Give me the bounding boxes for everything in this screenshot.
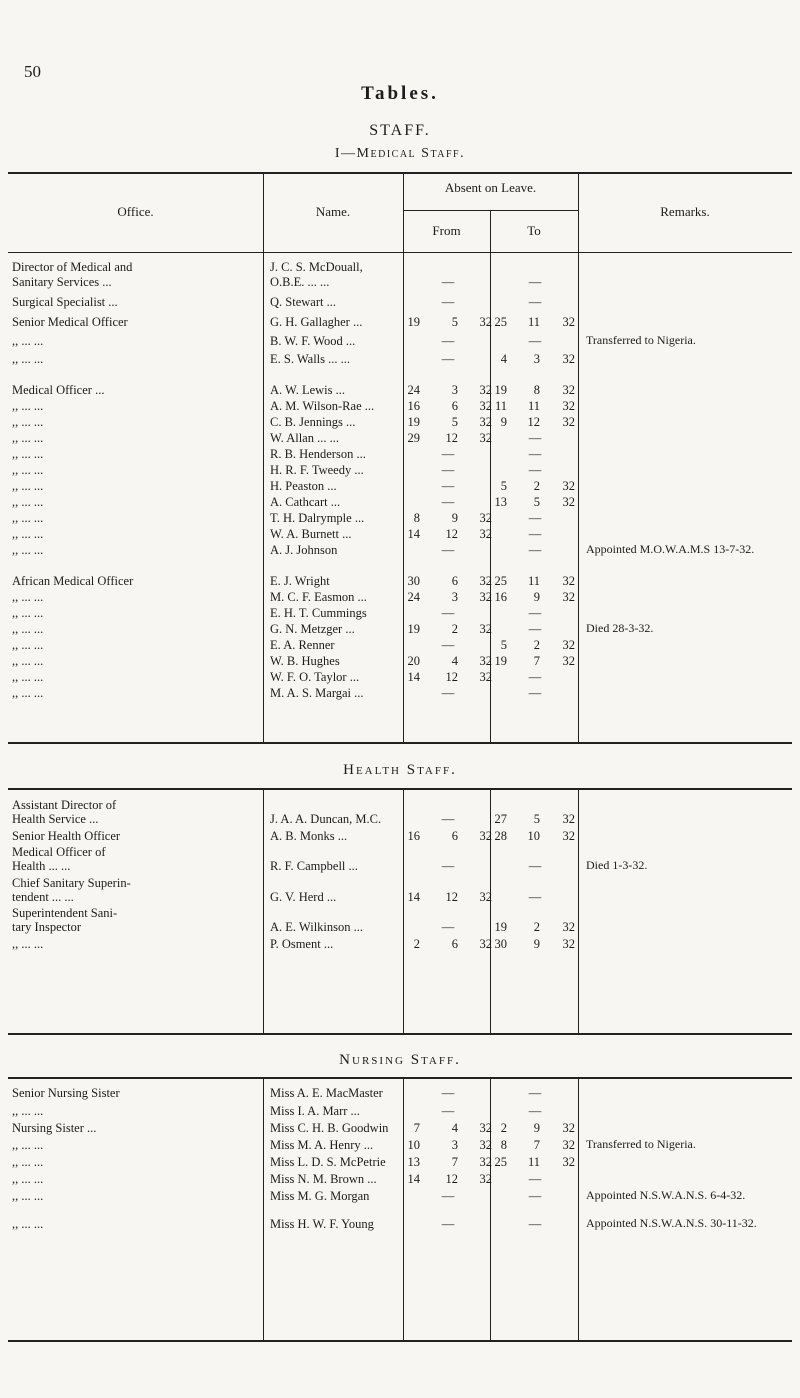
to-date-part: 32 — [562, 495, 575, 509]
from-date-part: 2 — [451, 622, 458, 636]
table-top-rule — [8, 1077, 792, 1079]
office-cell: ,, ... ... — [12, 654, 44, 668]
from-date-part: 6 — [451, 574, 458, 588]
from-date-part: 32 — [479, 829, 492, 843]
to-date-part: 19 — [494, 654, 507, 668]
column-divider — [578, 172, 579, 742]
name-cell: E. S. Walls ... ... — [270, 352, 351, 366]
to-dash: — — [528, 511, 542, 525]
from-dash: — — [441, 495, 455, 509]
to-dash: — — [528, 1104, 542, 1118]
from-header: From — [432, 223, 461, 238]
from-date-part: 32 — [479, 527, 492, 541]
remark-cell: Transferred to Nigeria. — [586, 333, 696, 347]
office-cell: ,, ... ... — [12, 1155, 44, 1169]
to-date-part: 32 — [562, 937, 575, 951]
from-dash: — — [441, 295, 455, 309]
name-cell: P. Osment ... — [270, 937, 334, 951]
to-date-part: 27 — [494, 812, 507, 826]
from-date-part: 12 — [445, 890, 458, 904]
to-date-part: 32 — [562, 638, 575, 652]
from-date-part: 6 — [451, 829, 458, 843]
from-dash: — — [441, 334, 455, 348]
office-cell: ,, ... ... — [12, 399, 44, 413]
name-cell: B. W. F. Wood ... — [270, 334, 356, 348]
to-date-part: 13 — [494, 495, 507, 509]
staff-heading: STAFF. — [369, 122, 431, 139]
from-date-part: 20 — [407, 654, 420, 668]
name-cell: A. B. Monks ... — [270, 829, 348, 843]
to-date-part: 9 — [533, 937, 540, 951]
office-cell: ,, ... ... — [12, 334, 44, 348]
name-cell: A. Cathcart ... — [270, 495, 341, 509]
to-date-part: 16 — [494, 590, 507, 604]
from-dash: — — [441, 275, 455, 289]
to-date-part: 32 — [562, 415, 575, 429]
office-cell: Sanitary Services ... — [12, 275, 112, 289]
office-cell: ,, ... ... — [12, 352, 44, 366]
to-date-part: 5 — [533, 495, 540, 509]
to-date-part: 9 — [500, 415, 507, 429]
from-dash: — — [441, 920, 455, 934]
name-cell: E. A. Renner — [270, 638, 335, 652]
column-divider — [403, 788, 404, 1033]
to-date-part: 25 — [494, 574, 507, 588]
office-cell: Superintendent Sani- — [12, 906, 118, 920]
to-date-part: 12 — [527, 415, 540, 429]
from-date-part: 2 — [413, 937, 420, 951]
from-date-part: 32 — [479, 937, 492, 951]
office-cell: African Medical Officer — [12, 574, 134, 588]
from-date-part: 12 — [445, 527, 458, 541]
to-date-part: 11 — [494, 399, 507, 413]
remark-cell: Transferred to Nigeria. — [586, 1137, 696, 1151]
from-date-part: 3 — [451, 383, 458, 397]
from-dash: — — [441, 447, 455, 461]
name-cell: Miss L. D. S. McPetrie — [270, 1155, 386, 1169]
remarks-header: Remarks. — [660, 204, 710, 219]
table-bottom-rule — [8, 1340, 792, 1342]
column-divider — [490, 1077, 491, 1340]
name-cell: A. E. Wilkinson ... — [270, 920, 364, 934]
name-cell: W. B. Hughes — [270, 654, 340, 668]
to-date-part: 8 — [533, 383, 540, 397]
name-cell: Miss M. A. Henry ... — [270, 1138, 374, 1152]
to-date-part: 28 — [494, 829, 507, 843]
name-cell: H. R. F. Tweedy ... — [270, 463, 364, 477]
from-date-part: 12 — [445, 1172, 458, 1186]
from-date-part: 14 — [407, 527, 420, 541]
name-cell: Q. Stewart ... — [270, 295, 336, 309]
to-date-part: 32 — [562, 383, 575, 397]
health-section-heading: Health Staff. — [343, 762, 457, 778]
name-cell: E. H. T. Cummings — [270, 606, 367, 620]
to-date-part: 32 — [562, 315, 575, 329]
name-cell: O.B.E. ... ... — [270, 275, 330, 289]
to-date-part: 3 — [533, 352, 540, 366]
from-date-part: 5 — [451, 415, 458, 429]
from-dash: — — [441, 352, 455, 366]
to-date-part: 32 — [562, 1121, 575, 1135]
office-cell: ,, ... ... — [12, 431, 44, 445]
name-cell: J. C. S. McDouall, — [270, 260, 363, 274]
from-date-part: 4 — [451, 1121, 458, 1135]
name-cell: T. H. Dalrymple ... — [270, 511, 365, 525]
to-date-part: 2 — [533, 479, 540, 493]
table-top-rule — [8, 788, 792, 790]
name-cell: G. H. Gallagher ... — [270, 315, 363, 329]
to-dash: — — [528, 670, 542, 684]
to-dash: — — [528, 527, 542, 541]
to-date-part: 4 — [500, 352, 507, 366]
to-date-part: 11 — [527, 315, 540, 329]
office-cell: Nursing Sister ... — [12, 1121, 97, 1135]
to-dash: — — [528, 334, 542, 348]
from-date-part: 32 — [479, 670, 492, 684]
name-cell: R. F. Campbell ... — [270, 859, 358, 873]
from-date-part: 19 — [407, 415, 420, 429]
name-cell: C. B. Jennings ... — [270, 415, 356, 429]
name-cell: W. F. O. Taylor ... — [270, 670, 360, 684]
column-divider — [263, 172, 264, 742]
from-date-part: 32 — [479, 511, 492, 525]
office-cell: ,, ... ... — [12, 686, 44, 700]
from-date-part: 24 — [407, 383, 420, 397]
nursing-section-heading: Nursing Staff. — [339, 1052, 461, 1068]
remark-cell: Died 1-3-32. — [586, 858, 648, 872]
from-date-part: 32 — [479, 622, 492, 636]
from-dash: — — [441, 543, 455, 557]
office-cell: ,, ... ... — [12, 479, 44, 493]
to-date-part: 2 — [533, 920, 540, 934]
from-date-part: 5 — [451, 315, 458, 329]
name-cell: J. A. A. Duncan, M.C. — [270, 812, 382, 826]
to-dash: — — [528, 543, 542, 557]
name-cell: M. A. S. Margai ... — [270, 686, 364, 700]
name-cell: Miss H. W. F. Young — [270, 1217, 374, 1231]
to-dash: — — [528, 1217, 542, 1231]
office-cell: ,, ... ... — [12, 527, 44, 541]
name-cell: A. M. Wilson-Rae ... — [270, 399, 375, 413]
to-date-part: 11 — [527, 574, 540, 588]
office-cell: ,, ... ... — [12, 447, 44, 461]
to-date-part: 19 — [494, 920, 507, 934]
from-date-part: 13 — [407, 1155, 420, 1169]
to-date-part: 32 — [562, 829, 575, 843]
office-cell: ,, ... ... — [12, 1189, 44, 1203]
from-date-part: 19 — [407, 622, 420, 636]
office-cell: ,, ... ... — [12, 606, 44, 620]
to-dash: — — [528, 431, 542, 445]
name-cell: H. Peaston ... — [270, 479, 337, 493]
name-cell: Miss A. E. MacMaster — [270, 1086, 383, 1100]
to-date-part: 7 — [533, 654, 540, 668]
to-dash: — — [528, 686, 542, 700]
from-dash: — — [441, 1086, 455, 1100]
table-top-rule — [8, 172, 792, 174]
to-date-part: 9 — [533, 590, 540, 604]
office-cell: ,, ... ... — [12, 937, 44, 951]
from-date-part: 32 — [479, 1172, 492, 1186]
table-bottom-rule — [8, 1033, 792, 1035]
office-cell: Medical Officer ... — [12, 383, 105, 397]
name-cell: R. B. Henderson ... — [270, 447, 366, 461]
from-date-part: 14 — [407, 670, 420, 684]
name-cell: Miss I. A. Marr ... — [270, 1104, 360, 1118]
to-date-part: 10 — [527, 829, 540, 843]
to-date-part: 5 — [500, 479, 507, 493]
office-cell: ,, ... ... — [12, 511, 44, 525]
from-date-part: 32 — [479, 315, 492, 329]
to-dash: — — [528, 1172, 542, 1186]
name-cell: W. A. Burnett ... — [270, 527, 352, 541]
office-cell: Health Service ... — [12, 812, 99, 826]
to-dash: — — [528, 275, 542, 289]
office-cell: ,, ... ... — [12, 463, 44, 477]
office-cell: Medical Officer of — [12, 845, 106, 859]
from-date-part: 3 — [451, 1138, 458, 1152]
from-date-part: 32 — [479, 654, 492, 668]
office-cell: ,, ... ... — [12, 590, 44, 604]
office-cell: ,, ... ... — [12, 543, 44, 557]
office-cell: Senior Nursing Sister — [12, 1086, 120, 1100]
to-date-part: 7 — [533, 1138, 540, 1152]
from-date-part: 32 — [479, 431, 492, 445]
office-cell: tendent ... ... — [12, 890, 74, 904]
office-cell: ,, ... ... — [12, 415, 44, 429]
from-date-part: 7 — [451, 1155, 458, 1169]
name-header: Name. — [315, 204, 351, 219]
from-date-part: 8 — [413, 511, 420, 525]
from-date-part: 19 — [407, 315, 420, 329]
office-cell: ,, ... ... — [12, 1172, 44, 1186]
from-date-part: 32 — [479, 1121, 492, 1135]
to-date-part: 2 — [500, 1121, 507, 1135]
to-date-part: 11 — [527, 1155, 540, 1169]
from-date-part: 10 — [407, 1138, 420, 1152]
to-header: To — [527, 223, 541, 238]
from-date-part: 14 — [407, 890, 420, 904]
from-date-part: 32 — [479, 574, 492, 588]
page-number: 50 — [24, 62, 41, 81]
to-date-part: 32 — [562, 479, 575, 493]
office-cell: ,, ... ... — [12, 670, 44, 684]
name-cell: G. N. Metzger ... — [270, 622, 355, 636]
to-dash: — — [528, 859, 542, 873]
office-cell: Assistant Director of — [12, 798, 117, 812]
from-date-part: 6 — [451, 937, 458, 951]
name-cell: M. C. F. Easmon ... — [270, 590, 367, 604]
to-dash: — — [528, 295, 542, 309]
column-divider — [578, 788, 579, 1033]
from-date-part: 12 — [445, 431, 458, 445]
to-date-part: 32 — [562, 574, 575, 588]
to-date-part: 32 — [562, 590, 575, 604]
table-bottom-rule — [8, 742, 792, 744]
to-dash: — — [528, 890, 542, 904]
office-cell: tary Inspector — [12, 920, 82, 934]
remark-cell: Appointed N.S.W.A.N.S. 6-4-32. — [586, 1188, 746, 1202]
office-cell: Chief Sanitary Superin- — [12, 876, 131, 890]
to-dash: — — [528, 606, 542, 620]
to-dash: — — [528, 447, 542, 461]
name-cell: Miss N. M. Brown ... — [270, 1172, 377, 1186]
to-date-part: 2 — [533, 638, 540, 652]
to-date-part: 32 — [562, 1155, 575, 1169]
office-cell: Surgical Specialist ... — [12, 295, 118, 309]
to-date-part: 5 — [533, 812, 540, 826]
office-cell: Senior Health Officer — [12, 829, 121, 843]
from-date-part: 7 — [413, 1121, 420, 1135]
from-date-part: 4 — [451, 654, 458, 668]
from-dash: — — [441, 686, 455, 700]
from-date-part: 3 — [451, 590, 458, 604]
name-cell: A. W. Lewis ... — [270, 383, 345, 397]
from-dash: — — [441, 1189, 455, 1203]
column-divider — [263, 1077, 264, 1340]
to-date-part: 25 — [494, 315, 507, 329]
absent-header: Absent on Leave. — [444, 180, 537, 195]
from-dash: — — [441, 463, 455, 477]
to-date-part: 32 — [562, 654, 575, 668]
from-date-part: 16 — [407, 399, 420, 413]
from-dash: — — [441, 812, 455, 826]
page-title: Tables. — [361, 83, 439, 104]
to-dash: — — [528, 622, 542, 636]
from-date-part: 32 — [479, 890, 492, 904]
to-date-part: 32 — [562, 920, 575, 934]
from-date-part: 14 — [407, 1172, 420, 1186]
from-dash: — — [441, 1104, 455, 1118]
to-dash: — — [528, 463, 542, 477]
column-divider — [403, 1077, 404, 1340]
from-date-part: 24 — [407, 590, 420, 604]
from-dash: — — [441, 479, 455, 493]
office-cell: ,, ... ... — [12, 1104, 44, 1118]
header-bottom-rule — [8, 252, 792, 253]
from-date-part: 9 — [451, 511, 458, 525]
office-cell: ,, ... ... — [12, 1138, 44, 1152]
office-cell: Director of Medical and — [12, 260, 133, 274]
from-dash: — — [441, 1217, 455, 1231]
to-dash: — — [528, 1189, 542, 1203]
to-date-part: 19 — [494, 383, 507, 397]
from-date-part: 6 — [451, 399, 458, 413]
from-date-part: 32 — [479, 415, 492, 429]
from-date-part: 16 — [407, 829, 420, 843]
from-date-part: 29 — [407, 431, 420, 445]
name-cell: Miss M. G. Morgan — [270, 1189, 370, 1203]
from-date-part: 12 — [445, 670, 458, 684]
from-date-part: 32 — [479, 1155, 492, 1169]
office-cell: Senior Medical Officer — [12, 315, 128, 329]
to-dash: — — [528, 1086, 542, 1100]
to-date-part: 9 — [533, 1121, 540, 1135]
name-cell: W. Allan ... ... — [270, 431, 339, 445]
column-divider — [263, 788, 264, 1033]
name-cell: Miss C. H. B. Goodwin — [270, 1121, 389, 1135]
to-date-part: 11 — [527, 399, 540, 413]
remark-cell: Died 28-3-32. — [586, 621, 654, 635]
from-date-part: 32 — [479, 383, 492, 397]
office-header: Office. — [117, 204, 154, 219]
to-date-part: 8 — [500, 1138, 507, 1152]
from-date-part: 32 — [479, 399, 492, 413]
office-cell: ,, ... ... — [12, 1217, 44, 1231]
column-divider — [578, 1077, 579, 1340]
office-cell: Health ... ... — [12, 859, 71, 873]
remark-cell: Appointed M.O.W.A.M.S 13-7-32. — [586, 542, 755, 556]
to-date-part: 32 — [562, 352, 575, 366]
from-dash: — — [441, 638, 455, 652]
remark-cell: Appointed N.S.W.A.N.S. 30-11-32. — [586, 1216, 757, 1230]
to-date-part: 32 — [562, 1138, 575, 1152]
office-cell: ,, ... ... — [12, 622, 44, 636]
to-date-part: 32 — [562, 812, 575, 826]
medical-section-heading: I—Medical Staff. — [334, 146, 466, 161]
to-date-part: 5 — [500, 638, 507, 652]
from-date-part: 32 — [479, 1138, 492, 1152]
name-cell: E. J. Wright — [270, 574, 330, 588]
from-date-part: 30 — [407, 574, 420, 588]
from-dash: — — [441, 859, 455, 873]
name-cell: G. V. Herd ... — [270, 890, 337, 904]
office-cell: ,, ... ... — [12, 638, 44, 652]
office-cell: ,, ... ... — [12, 495, 44, 509]
to-date-part: 30 — [494, 937, 507, 951]
to-date-part: 32 — [562, 399, 575, 413]
from-date-part: 32 — [479, 590, 492, 604]
to-date-part: 25 — [494, 1155, 507, 1169]
name-cell: A. J. Johnson — [270, 543, 338, 557]
from-dash: — — [441, 606, 455, 620]
